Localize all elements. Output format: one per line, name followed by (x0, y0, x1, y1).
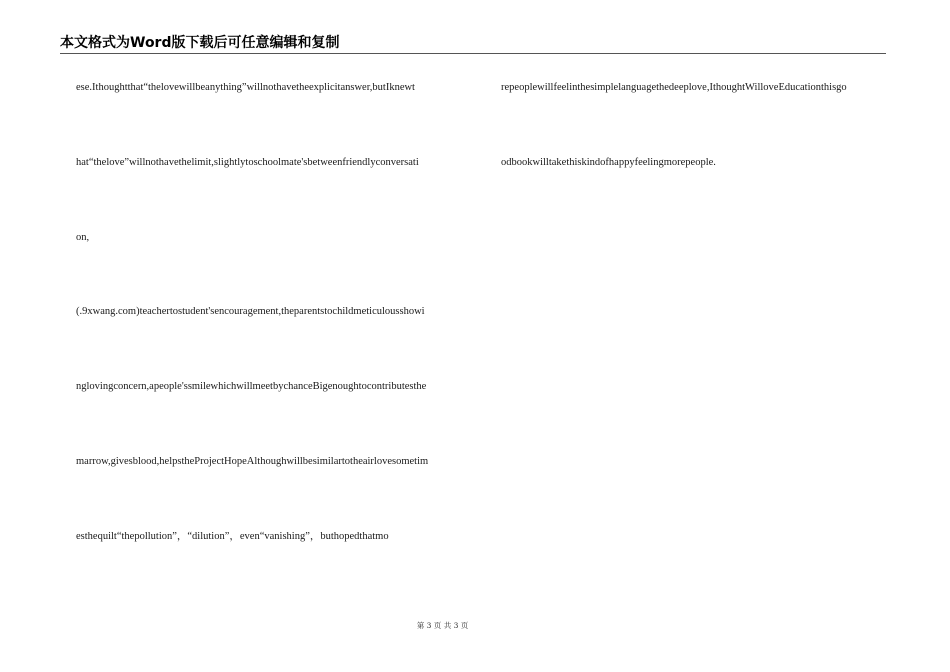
header-divider (60, 53, 886, 54)
body-text-line: nglovingconcern,apeople'ssmilewhichwillmeetbychanceBigenoughtocontributesthe (76, 381, 427, 392)
body-text-line: hat“thelove”willnothavethelimit,slightlytoschoolmate'sbetweenfriendlyconversati (76, 157, 419, 168)
body-text-line: ese.Ithoughtthat“thelovewillbeanything”willnothavetheexplicitanswer,butIknewt (76, 82, 415, 93)
body-text-line: esthequilt“thepollution”，“dilution”，even“vanishing”，buthopedthatmo (76, 531, 389, 542)
body-text-line: repeoplewillfeelinthesimplelanguagethedeeplove,IthoughtWilloveEducationthisgo (501, 82, 847, 93)
page-number-footer: 第 3 页 共 3 页 (416, 621, 469, 630)
body-text-line: on, (76, 232, 90, 243)
page-header (60, 34, 886, 52)
body-text-line: marrow,givesblood,helpstheProjectHopeAlthoughwillbesimilartotheairlovesometim (76, 456, 429, 467)
body-text-line: odbookwilltakethiskindofhappyfeelingmorepeople. (501, 157, 716, 168)
header-title: 本文格式为Word版下载后可任意编辑和复制 (60, 35, 340, 51)
body-text-line: (.9xwang.com)teachertostudent'sencouragement,theparentstochildmeticulousshowi (76, 306, 425, 317)
